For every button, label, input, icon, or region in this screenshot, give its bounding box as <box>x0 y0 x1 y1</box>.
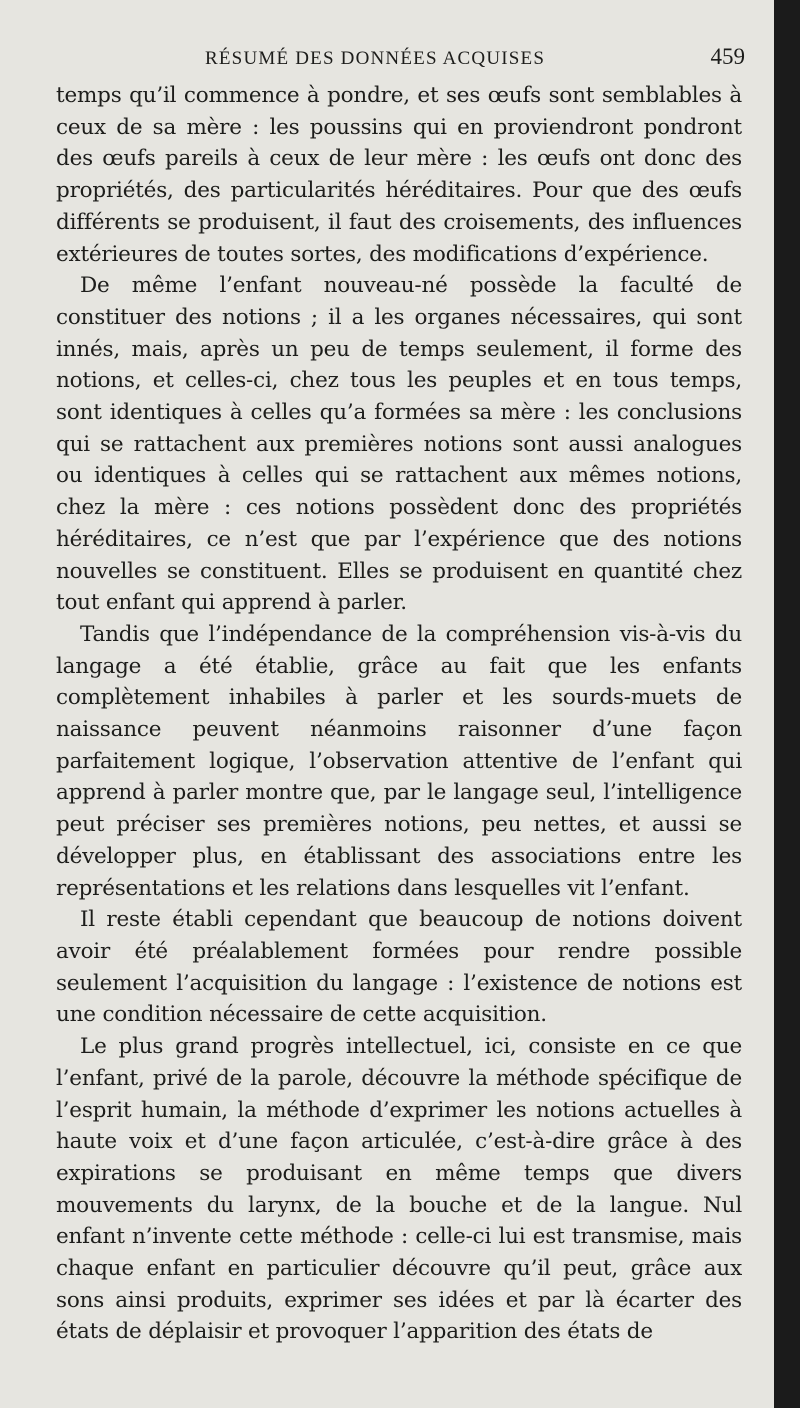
paragraph-continuation: temps qu’il commence à pondre, et ses œufs sont semblables à ceux de sa mère : les poussins qui en proviendront pondront des œufs pareils à ceux de leur mère : les œufs ont donc des propriétés, des particularités héréditaires. Pour que des œufs différents se produisent, il faut des croisements, des influences extérieures de toutes sortes, des modifications d’expérience. <box>56 83 742 267</box>
page-header <box>55 40 745 74</box>
body-text <box>56 80 742 1348</box>
page-number: 459 <box>710 44 745 69</box>
scan-edge-shadow <box>774 0 800 1408</box>
paragraph-intellectual-progress: Le plus grand progrès intellectuel, ici, consiste en ce que l’enfant, privé de la parole, découvre la méthode spécifique de l’esprit humain, la méthode d’exprimer les notions actuelles à haute voix et d’une façon articulée, c’est-à-dire grâce à des expirations se produisant en même temps que divers mouvements du larynx, de la bouche et de la langue. Nul enfant n’invente cette méthode : celle-ci lui est transmise, mais chaque enfant en particulier découvre qu’il peut, grâce aux sons ainsi produits, exprimer ses idées et par là écarter des états de déplaisir et provoquer l’apparition des états de <box>56 1034 742 1345</box>
running-title: RÉSUMÉ DES DONNÉES ACQUISES <box>205 48 546 69</box>
paragraph-newborn-notions: De même l’enfant nouveau-né possède la faculté de constituer des notions ; il a les organes nécessaires, qui sont innés, mais, après un peu de temps seulement, il forme des notions, et celles-ci, chez tous les peuples et en tous temps, sont identiques à celles qu’a formées sa mère : les conclusions qui se rattachent aux premières notions sont aussi analogues ou identiques à celles qui se rattachent aux mêmes notions, chez la mère : ces notions possèdent donc des propriétés héréditaires, ce n’est que par l’expérience que des notions nouvelles se constituent. Elles se produisent en quantité chez tout enfant qui apprend à parler. <box>56 273 742 616</box>
paragraph-language-independence: Tandis que l’indépendance de la compréhension vis-à-vis du langage a été établie, grâce au fait que les enfants complètement inhabiles à parler et les sourds-muets de naissance peuvent néanmoins raisonner d’une façon parfaitement logique, l’observation attentive de l’enfant qui apprend à parler montre que, par le langage seul, l’intelligence peut préciser ses premières notions, peu nettes, et aussi se développer plus, en établissant des associations entre les représentations et les relations dans lesquelles vit l’enfant. <box>56 621 742 901</box>
paragraph-notions-prerequisite: Il reste établi cependant que beaucoup de notions doivent avoir été préalablement formées pour rendre possible seulement l’acquisition du langage : l’existence de notions est une condition nécessaire de cette acquisition. <box>56 907 742 1028</box>
